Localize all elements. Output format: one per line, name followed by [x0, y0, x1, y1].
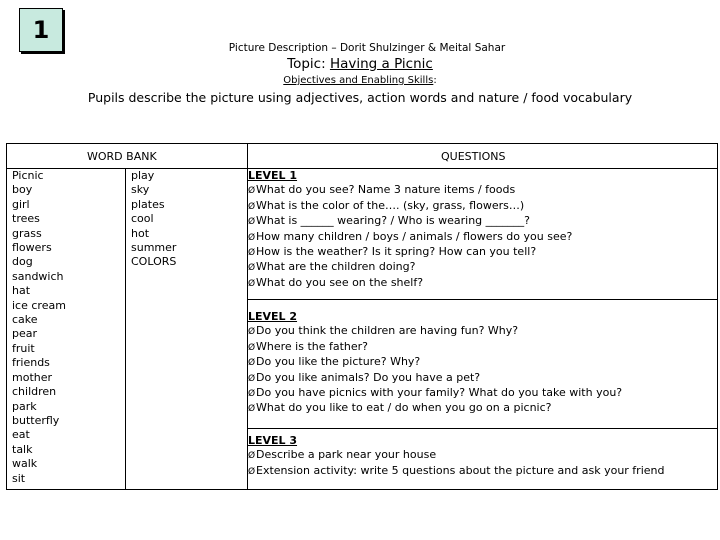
question-text: How is the weather? Is it spring? How can you tell? [256, 245, 537, 259]
word-item: park [12, 399, 37, 413]
level-3-block [248, 434, 664, 479]
arrow-bullet-icon: Ø [248, 451, 256, 462]
level-title: LEVEL 1 [248, 169, 298, 182]
arrow-bullet-icon: Ø [248, 389, 256, 400]
level-2-block [248, 310, 622, 417]
question-text: Where is the father? [256, 339, 369, 353]
page-number-badge: 1 [19, 8, 63, 52]
word-item: boy [12, 183, 33, 197]
question-item [248, 183, 572, 198]
arrow-bullet-icon: Ø [248, 201, 256, 212]
word-item: girl [12, 197, 30, 211]
arrow-bullet-icon: Ø [248, 358, 256, 369]
arrow-bullet-icon: Ø [248, 248, 256, 259]
word-bank-divider [125, 168, 126, 489]
arrow-bullet-icon: Ø [248, 232, 256, 243]
question-item [248, 245, 572, 260]
question-text: What do you see on the shelf? [256, 275, 424, 289]
level-1-block [248, 169, 572, 291]
objectives-colon: : [433, 75, 437, 86]
word-item: children [12, 385, 57, 399]
word-item: dog [12, 255, 33, 269]
vocabulary-question-table [6, 143, 718, 490]
word-item: walk [12, 457, 38, 471]
credit-line: Picture Description – Dorit Shulzinger & Meital Sahar [228, 42, 506, 54]
question-item [248, 230, 572, 245]
question-text: Extension activity: write 5 questions about the picture and ask your friend [256, 463, 665, 477]
word-item: talk [12, 442, 33, 456]
arrow-bullet-icon: Ø [248, 186, 256, 197]
word-item: Picnic [12, 169, 44, 182]
question-text: Do you think the children are having fun? Why? [256, 324, 519, 338]
arrow-bullet-icon: Ø [248, 278, 256, 289]
word-item: sandwich [12, 269, 64, 283]
question-item [248, 371, 622, 386]
topic-line [0, 56, 720, 72]
question-text: How many children / boys / animals / flowers do you see? [256, 229, 573, 243]
word-item: grass [12, 226, 42, 240]
word-list-nouns [12, 169, 66, 486]
question-text: What do you see? Name 3 nature items / foods [256, 183, 516, 197]
word-item: butterfly [12, 413, 60, 427]
level-title: LEVEL 3 [248, 434, 298, 447]
question-text: Do you like the picture? Why? [256, 355, 421, 369]
word-item: eat [12, 428, 30, 442]
arrow-bullet-icon: Ø [248, 217, 256, 228]
question-item [248, 214, 572, 229]
description-line: Pupils describe the picture using adjectives, action words and nature / food vocabulary [87, 90, 633, 105]
topic-title: Having a Picnic [329, 56, 433, 72]
word-item: friends [12, 356, 50, 370]
word-item: summer [131, 241, 177, 255]
question-item [248, 260, 572, 275]
arrow-bullet-icon: Ø [248, 404, 256, 415]
word-item: play [131, 169, 155, 182]
word-item: sky [131, 183, 150, 197]
word-item: cake [12, 313, 38, 327]
question-item [248, 340, 622, 355]
word-item: hat [12, 284, 31, 298]
arrow-bullet-icon: Ø [248, 342, 256, 353]
word-item: fruit [12, 341, 35, 355]
word-item: trees [12, 212, 40, 226]
word-item: flowers [12, 241, 52, 255]
question-item [248, 324, 622, 339]
word-bank-header: WORD BANK [87, 150, 157, 163]
word-item: COLORS [131, 255, 177, 269]
question-item [248, 401, 622, 416]
question-text: Do you have picnics with your family? What do you take with you? [256, 386, 623, 400]
level-divider-2 [247, 428, 717, 429]
question-text: What is the color of the…. (sky, grass, flowers…) [256, 198, 525, 212]
word-item: cool [131, 212, 154, 226]
topic-prefix: Topic: [287, 56, 330, 72]
objectives-label: Objectives and Enabling Skills [283, 75, 434, 86]
level-title: LEVEL 2 [248, 310, 298, 323]
level-divider-1 [247, 299, 717, 300]
question-text: What do you like to eat / do when you go on a picnic? [256, 401, 552, 415]
word-item: mother [12, 370, 53, 384]
word-item: ice cream [12, 298, 66, 312]
word-item: hot [131, 226, 150, 240]
question-text: Describe a park near your house [256, 448, 437, 462]
question-item [248, 464, 664, 479]
arrow-bullet-icon: Ø [248, 466, 256, 477]
question-item [248, 386, 622, 401]
arrow-bullet-icon: Ø [248, 263, 256, 274]
question-item [248, 276, 572, 291]
word-list-extra [131, 169, 176, 270]
word-item: plates [131, 197, 165, 211]
question-text: Do you like animals? Do you have a pet? [256, 370, 481, 384]
questions-header: QUESTIONS [441, 150, 506, 163]
arrow-bullet-icon: Ø [248, 373, 256, 384]
question-item [248, 448, 664, 463]
question-text: What is ______ wearing? / Who is wearing _______? [256, 214, 530, 228]
word-item: sit [12, 471, 26, 485]
question-text: What are the children doing? [256, 260, 416, 274]
question-item [248, 355, 622, 370]
objectives-heading [0, 75, 720, 86]
question-item [248, 199, 572, 214]
word-item: pear [12, 327, 38, 341]
arrow-bullet-icon: Ø [248, 327, 256, 338]
